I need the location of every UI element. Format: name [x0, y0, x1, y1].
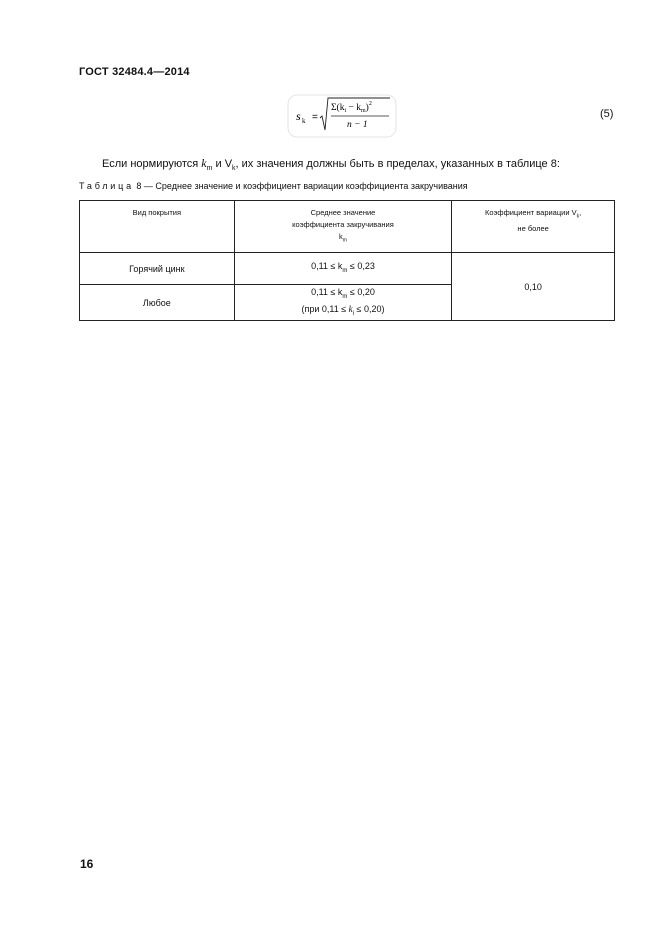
formula-lhs-sub: k	[302, 117, 306, 125]
coefficient-table	[79, 200, 615, 321]
formula-numerator: $\Sigma(k_i - k_m)^2$	[331, 101, 372, 114]
table-caption: Таблица 8 — Среднее значение и коэффициент вариации коэффициента закручивания	[79, 181, 468, 191]
formula-equals: =	[312, 112, 318, 123]
page-number: 16	[80, 857, 94, 871]
header-coating-type: Вид покрытия	[80, 201, 235, 253]
cell-coating: Горячий цинк	[80, 253, 235, 285]
formula-graphic	[287, 94, 397, 138]
formula-std-deviation	[287, 94, 397, 138]
cell-mean-range: $0,11 \le k_m \le 0,23$	[234, 253, 452, 285]
cell-coating: Любое	[80, 285, 235, 321]
header-mean-value: Среднее значение коэффициента закручивания $k_m$	[234, 201, 452, 253]
header-variation-coefficient: Коэффициент вариации $V_k$, не более	[452, 201, 615, 253]
formula-number: (5)	[600, 108, 614, 120]
body-paragraph: Если нормируются $k_m$ и $V_k$, их значения должны быть в пределах, указанных в таблице 8:	[102, 156, 560, 173]
document-code: ГОСТ 32484.4—2014	[79, 66, 190, 78]
cell-mean-range: $0,11 \le k_m \le 0,20$ (при $0,11 \le k_i \le 0,20$)	[234, 285, 452, 321]
formula-lhs: s	[296, 109, 301, 123]
table-header-row	[80, 201, 615, 253]
table-caption-label: Таблица	[79, 181, 134, 191]
formula-denominator: n − 1	[347, 120, 368, 130]
cell-variation-value: 0,10	[452, 253, 615, 321]
table-row	[80, 253, 615, 285]
table-caption-title: Среднее значение и коэффициент вариации коэффициента закручивания	[155, 181, 468, 191]
